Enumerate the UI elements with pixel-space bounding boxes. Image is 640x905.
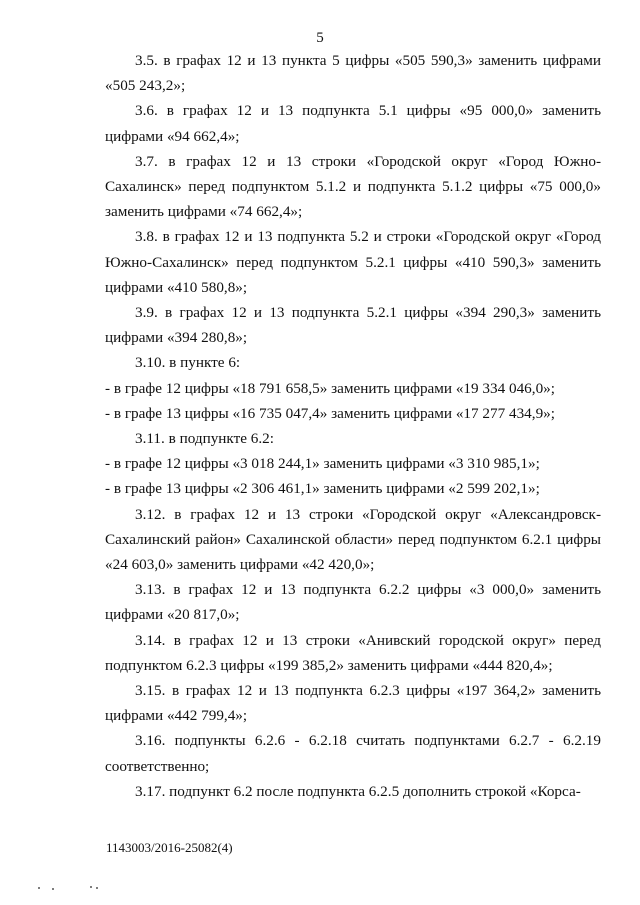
paragraph-3-9: 3.9. в графах 12 и 13 подпункта 5.2.1 цифры «394 290,3» заменить цифрами «394 280,8»; bbox=[105, 304, 601, 347]
document-body bbox=[105, 48, 601, 804]
scan-speck bbox=[38, 887, 40, 889]
paragraph-3-8: 3.8. в графах 12 и 13 подпункта 5.2 и строки «Городской округ «Город Южно-Сахалинск» перед подпунктом 5.2.1 цифры «410 590,3» заменить цифрами «410 580,8»; bbox=[105, 228, 601, 296]
page-number: 5 bbox=[316, 30, 324, 46]
paragraph-3-11-item-2: - в графе 13 цифры «2 306 461,1» заменить цифрами «2 599 202,1»; bbox=[105, 480, 540, 498]
document-footer-code: 1143003/2016-25082(4) bbox=[106, 840, 233, 855]
paragraph-3-7: 3.7. в графах 12 и 13 строки «Городской округ «Город Южно-Сахалинск» перед подпунктом 5.1.2 и подпункта 5.1.2 цифры «75 000,0» заменить цифрами «74 662,4»; bbox=[105, 152, 601, 221]
paragraph-3-16: 3.16. подпункты 6.2.6 - 6.2.18 считать подпунктами 6.2.7 - 6.2.19 соответственно; bbox=[105, 732, 601, 775]
paragraph-3-17: 3.17. подпункт 6.2 после подпункта 6.2.5 дополнить строкой «Корса- bbox=[135, 782, 581, 800]
paragraph-3-10: 3.10. в пункте 6: bbox=[135, 354, 241, 372]
paragraph-3-5: 3.5. в графах 12 и 13 пункта 5 цифры «505 590,3» заменить цифрами «505 243,2»; bbox=[105, 52, 601, 95]
paragraph-3-11-item-1: - в графе 12 цифры «3 018 244,1» заменить цифрами «3 310 985,1»; bbox=[105, 455, 540, 473]
paragraph-3-10-item-2: - в графе 13 цифры «16 735 047,4» заменить цифрами «17 277 434,9»; bbox=[105, 404, 555, 422]
paragraph-3-11: 3.11. в подпункте 6.2: bbox=[135, 430, 274, 448]
scan-speck bbox=[96, 887, 98, 889]
scan-speck bbox=[52, 888, 54, 890]
paragraph-3-12: 3.12. в графах 12 и 13 строки «Городской округ «Александровск-Сахалинский район» Сахалинской области» перед подпунктом 6.2.1 цифры «24 603,0» заменить цифрами «42 420,0»; bbox=[105, 505, 601, 574]
paragraph-3-6: 3.6. в графах 12 и 13 подпункта 5.1 цифры «95 000,0» заменить цифрами «94 662,4»; bbox=[105, 102, 601, 145]
paragraph-3-10-item-1: - в графе 12 цифры «18 791 658,5» заменить цифрами «19 334 046,0»; bbox=[105, 379, 555, 397]
scan-speck bbox=[90, 886, 92, 888]
paragraph-3-13: 3.13. в графах 12 и 13 подпункта 6.2.2 цифры «3 000,0» заменить цифрами «20 817,0»; bbox=[105, 581, 601, 624]
paragraph-3-15: 3.15. в графах 12 и 13 подпункта 6.2.3 цифры «197 364,2» заменить цифрами «442 799,4»; bbox=[105, 682, 601, 725]
paragraph-3-14: 3.14. в графах 12 и 13 строки «Анивский городской округ» перед подпунктом 6.2.3 цифры «199 385,2» заменить цифрами «444 820,4»; bbox=[105, 631, 601, 674]
scan-specks bbox=[38, 884, 118, 892]
